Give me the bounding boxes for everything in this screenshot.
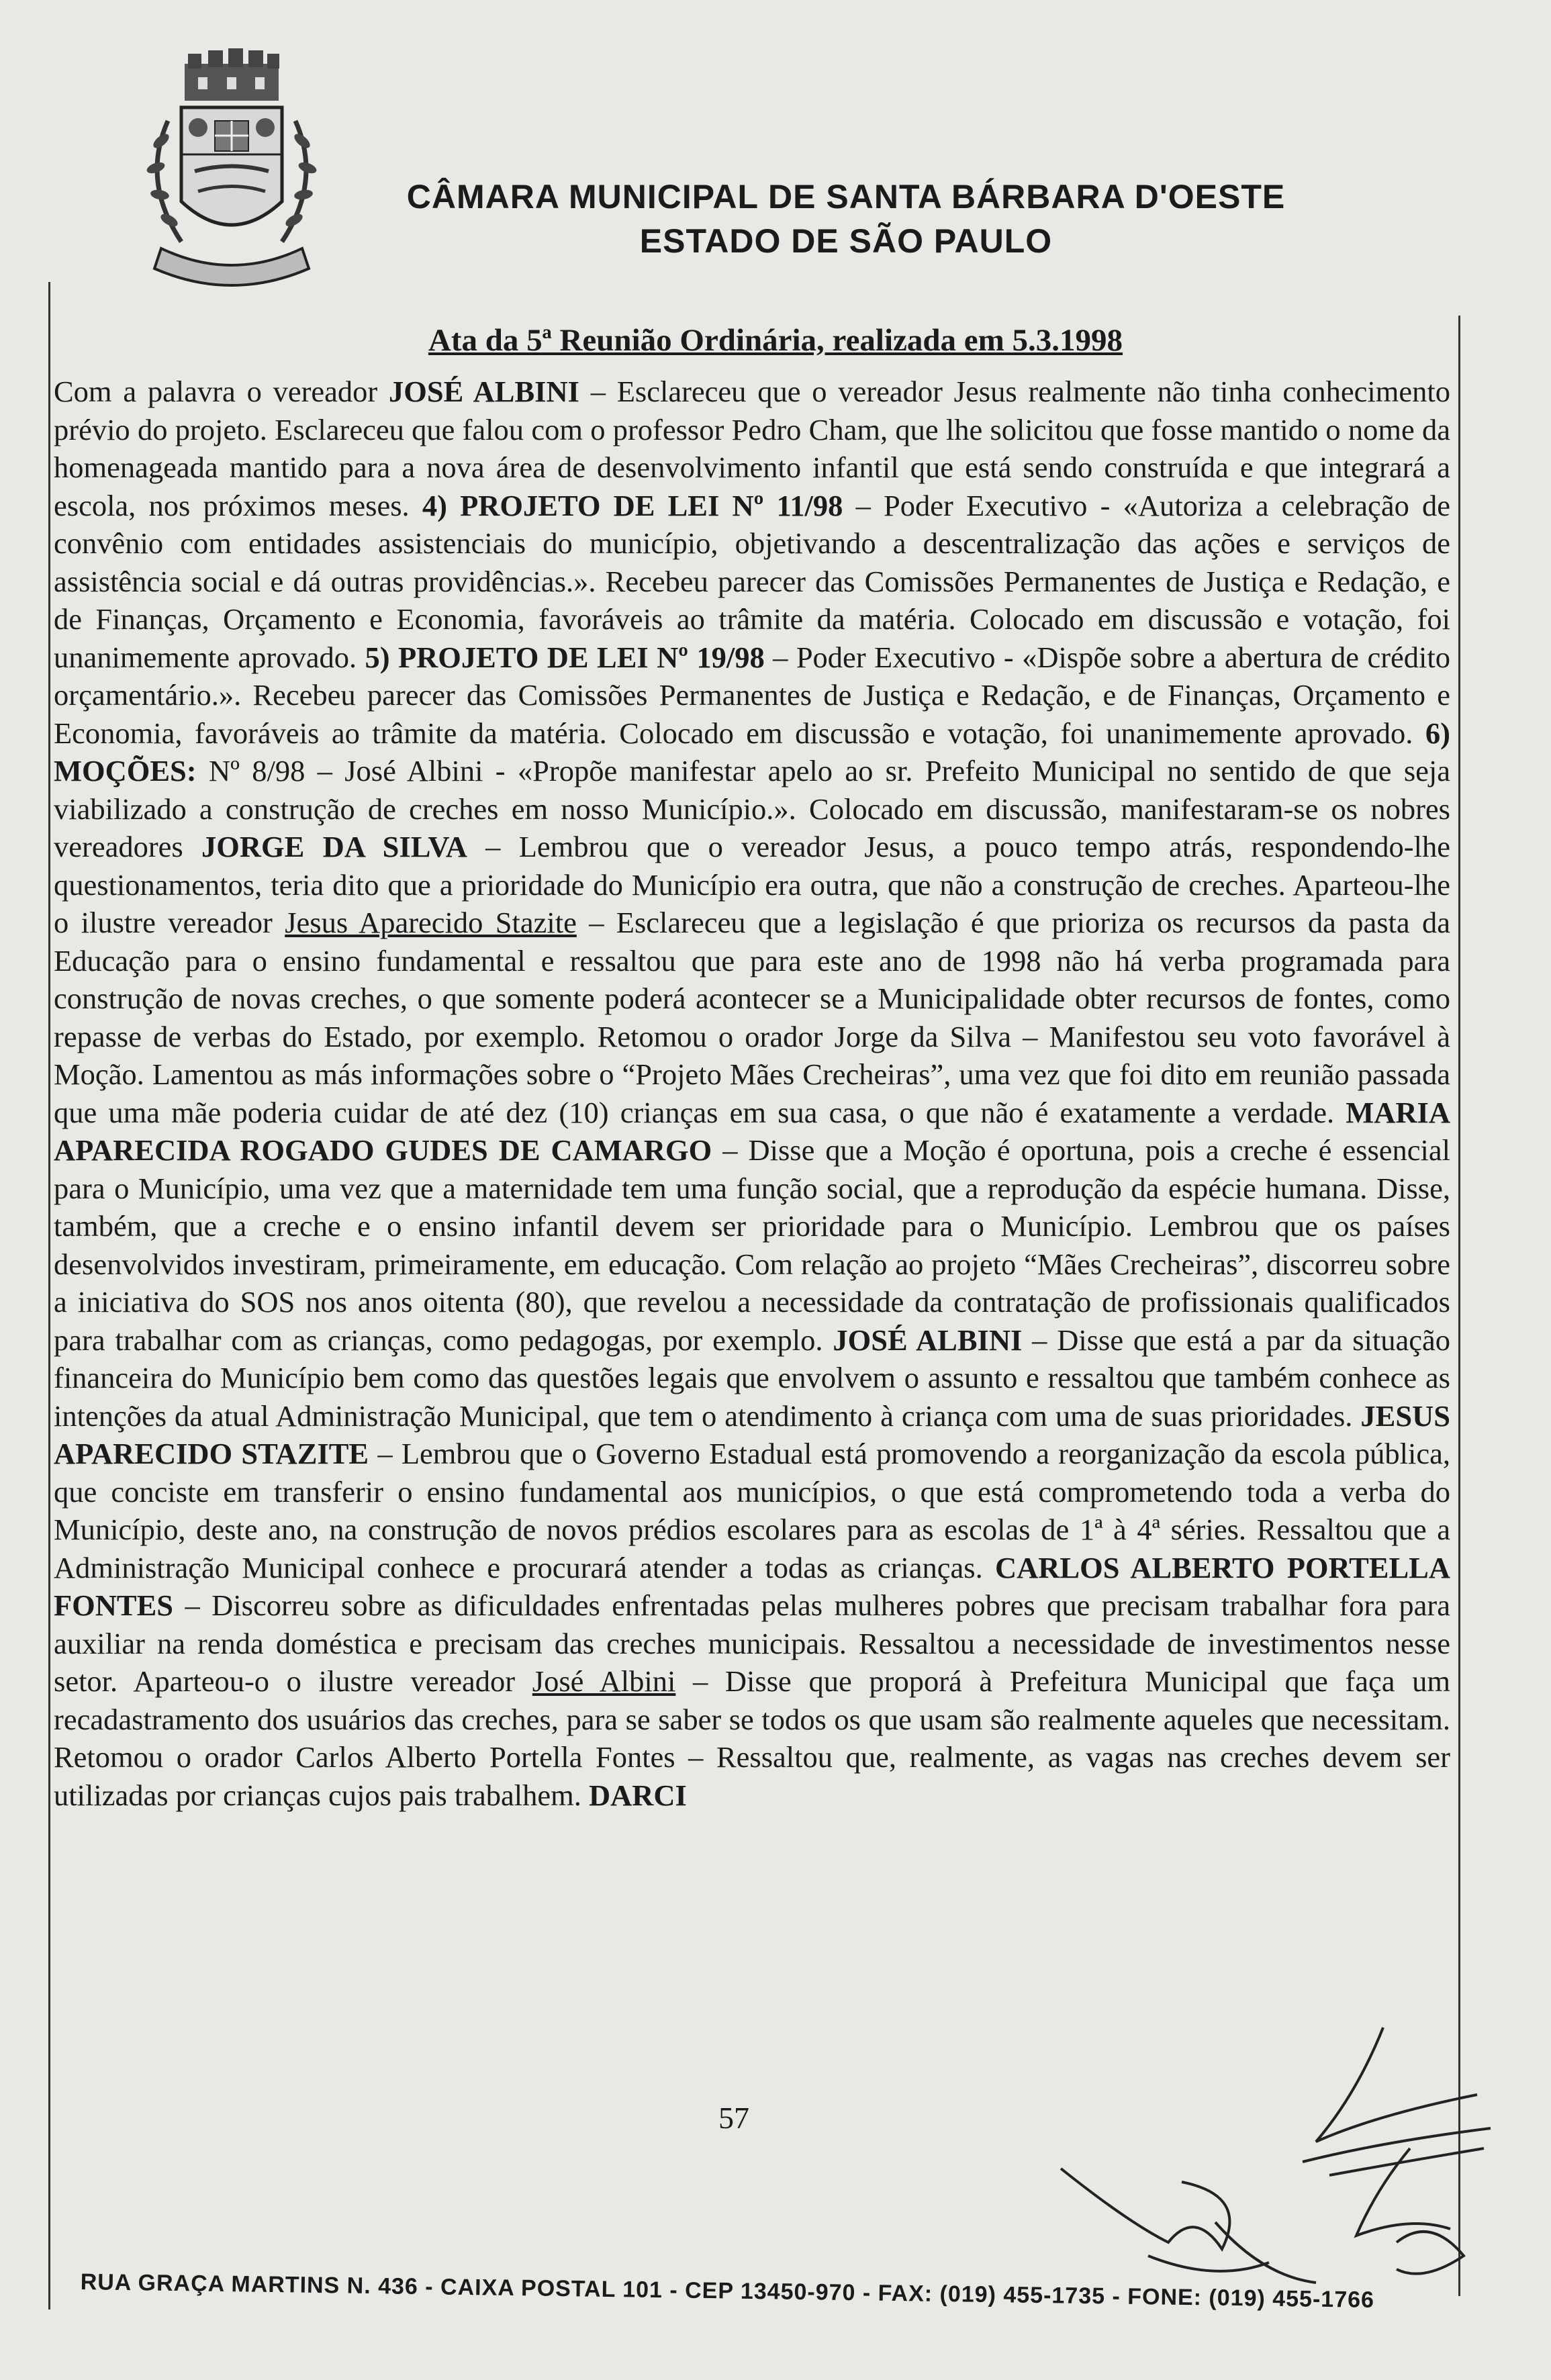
institution-header [376, 175, 1316, 263]
institution-state: ESTADO DE SÃO PAULO [639, 222, 1053, 260]
minutes-body [54, 373, 1450, 1814]
left-margin-rule [48, 282, 50, 2310]
bold-text-run: JOSÉ ALBINI [833, 1323, 1023, 1357]
text-run: – Disse que a Moção é oportuna, pois a creche é essencial para o Município, uma vez que a maternidade tem uma função social, que a reprodução da espécie humana. Disse, também, que a creche e o ensino infantil devem ser prioridade para o Município. Lembrou que os países desenvolvidos investiram, primeiramente, em educação. Com relação ao projeto “Mães Crecheiras”, discorreu sobre a iniciativa do SOS nos anos oitenta (80), que revelou a necessidade da contratação de profissionais qualificados para trabalhar com as crianças, como pedagogas, por exemplo. [54, 1133, 1450, 1357]
text-run: – Poder Executivo - «Dispõe sobre a abertura de crédito orçamentário.». Recebeu parecer das Comissões Permanentes de Justiça e Redação, e de Finanças, Orçamento e Economia, favoráveis ao trâmite da matéria. Colocado em discussão e votação, foi unanimemente aprovado. [54, 640, 1450, 750]
bold-text-run: JORGE DA SILVA [201, 830, 467, 863]
text-run: Com a palavra o vereador [54, 375, 389, 408]
text-run: – Disse que proporá à Prefeitura Municipal que faça um recadastramento dos usuários das creches, para se saber se todos os que usam são realmente aqueles que necessitam. Retomou o orador Carlos Alberto Portella Fontes – Ressaltou que, realmente, as vagas nas creches devem ser utilizadas por crianças cujos pais trabalhem. [54, 1664, 1451, 1812]
address-footer: RUA GRAÇA MARTINS N. 436 - CAIXA POSTAL 101 - CEP 13450-970 - FAX: (019) 455-1735 - FONE: (019) 455-1766 [80, 2269, 1375, 2313]
text-run: Nº 8/98 – José Albini - «Propõe manifestar apelo ao sr. Prefeito Municipal no sentido de que seja viabilizado a construção de creches em nosso Município.». Colocado em discussão, manifestaram-se os nobres vereadores [54, 754, 1450, 863]
text-run: – Disse que está a par da situação financeira do Município bem como das questões legais que envolvem o assunto e ressaltou que também conhece as intenções da atual Administração Municipal, que tem o atendimento à criança com uma de suas prioridades. [54, 1323, 1450, 1433]
municipal-coat-of-arms-icon [114, 47, 349, 302]
bold-text-run: CARLOS ALBERTO PORTELLA FONTES [54, 1550, 1450, 1622]
page-number: 57 [718, 2101, 749, 2135]
text-run: – Esclareceu que o vereador Jesus realmente não tinha conhecimento prévio do projeto. Esclareceu que falou com o professor Pedro Cham, que lhe solicitou que fosse mantido o nome da homenageada mantido para a nova área de desenvolvimento infantil que está sendo construída e que integrará a escola, nos próximos meses. [54, 375, 1450, 522]
text-run: – Poder Executivo - «Autoriza a celebração de convênio com entidades assistenciais do município, objetivando a descentralização das ações e serviços de assistência social e dá outras providências.». Recebeu parecer das Comissões Permanentes de Justiça e Redação, e de Finanças, Orçamento e Economia, favoráveis ao trâmite da matéria. Colocado em discussão e votação, foi unanimemente aprovado. [54, 488, 1450, 674]
bold-text-run: DARCI [589, 1778, 687, 1812]
bold-text-run: 5) PROJETO DE LEI Nº 19/98 [365, 640, 765, 674]
right-margin-rule [1458, 316, 1460, 2296]
text-run: – Esclareceu que a legislação é que prioriza os recursos da pasta da Educação para o ensino fundamental e ressaltou que para este ano de 1998 não há verba programada para construção de novas creches, o que somente poderá acontecer se a Municipalidade obter recursos de fontes, como repasse de verbas do Estado, por exemplo. Retomou o orador Jorge da Silva – Manifestou seu voto favorável à Moção. Lamentou as más informações sobre o “Projeto Mães Crecheiras”, uma vez que foi dito em reunião passada que uma mãe poderia cuidar de até dez (10) crianças em sua casa, o que não é exatamente a verdade. [54, 906, 1450, 1129]
institution-name: CÂMARA MUNICIPAL DE SANTA BÁRBARA D'OESTE [406, 178, 1286, 216]
bold-text-run: JOSÉ ALBINI [389, 375, 579, 408]
underlined-name-run: Jesus Aparecido Stazite [285, 906, 577, 939]
handwritten-initials [1047, 2142, 1329, 2296]
bold-text-run: JESUS APARECIDO STAZITE [54, 1398, 1450, 1470]
minutes-title: Ata da 5ª Reunião Ordinária, realizada em 5.3.1998 [428, 323, 1123, 358]
bold-text-run: MARIA APARECIDA ROGADO GUDES DE CAMARGO [54, 1095, 1450, 1167]
bold-text-run: 6) MOÇÕES: [54, 716, 1450, 788]
text-run: – Discorreu sobre as dificuldades enfrentadas pelas mulheres pobres que precisam trabalhar fora para auxiliar na renda doméstica e precisam das creches municipais. Ressaltou a necessidade de investimentos nesse setor. Aparteou-o o ilustre vereador [54, 1588, 1450, 1698]
text-run: – Lembrou que o vereador Jesus, a pouco tempo atrás, respondendo-lhe questionamentos, teria dito que a prioridade do Município era outra, que não a construção de creches. Aparteou-lhe o ilustre vereador [54, 830, 1450, 939]
text-run: – Lembrou que o Governo Estadual está promovendo a reorganização da escola pública, que conciste em transferir o ensino fundamental aos municípios, o que está comprometendo toda a verba do Município, deste ano, na construção de novos prédios escolares para as escolas de 1ª à 4ª séries. Ressaltou que a Administração Municipal conhece e procurará atender a todas as crianças. [54, 1437, 1450, 1584]
underlined-name-run: José Albini [532, 1664, 676, 1698]
bold-text-run: 4) PROJETO DE LEI Nº 11/98 [422, 488, 843, 522]
